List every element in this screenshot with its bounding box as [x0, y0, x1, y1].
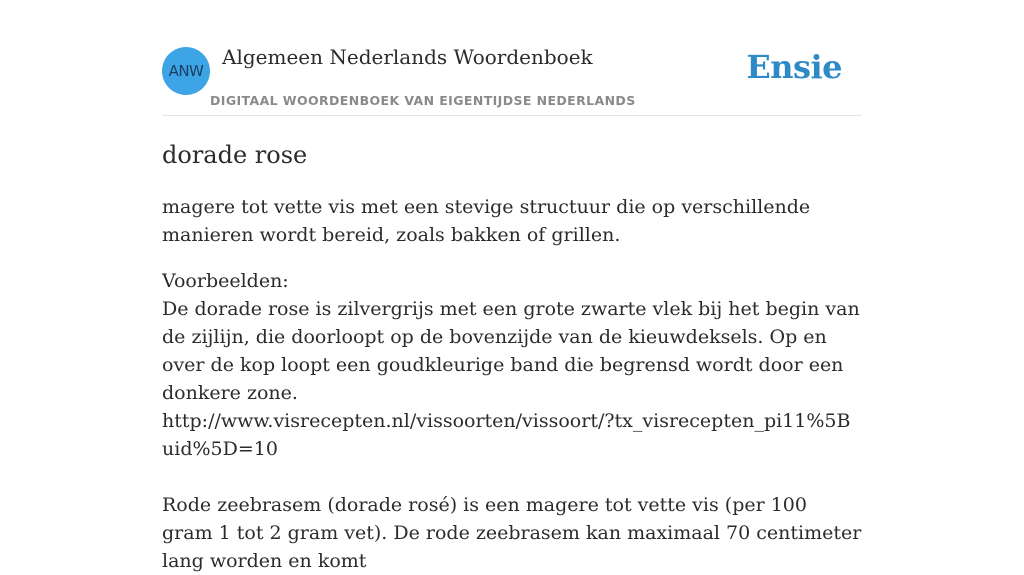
entry-title: dorade rose	[162, 141, 308, 169]
example-text: Rode zeebrasem (dorade rosé) is een magere tot vette vis (per 100 gram 1 tot 2 gram vet). De rode zeebrasem kan maximaal 70 centimeter lang worden en komt	[162, 494, 862, 572]
content-container	[162, 0, 862, 575]
example-text: De dorade rose is zilvergrijs met een grote zwarte vlek bij het begin van de zijlijn, die doorloopt op de bovenzijde van de kieuwdeksels. Op en over de kop loopt een goudkleurige band die begrensd wordt door een donkere zone.	[162, 298, 860, 404]
site-title[interactable]: Algemeen Nederlands Woordenboek	[222, 45, 593, 69]
examples-section	[162, 267, 862, 575]
entry-definition: magere tot vette vis met een stevige structuur die op verschillende manieren wordt bereid, zoals bakken of grillen.	[162, 196, 811, 246]
anw-logo[interactable]: ANW	[162, 47, 210, 95]
ensie-brand-logo[interactable]: Ensie	[746, 48, 842, 86]
examples-label: Voorbeelden:	[162, 270, 289, 292]
spacer	[162, 463, 862, 491]
example-source-url: http://www.visrecepten.nl/vissoorten/vissoort/?tx_visrecepten_pi11%5Buid%5D=10	[162, 410, 851, 460]
site-header	[162, 0, 862, 116]
site-subtitle: DIGITAAL WOORDENBOEK VAN EIGENTIJDSE NEDERLANDS	[210, 93, 636, 108]
